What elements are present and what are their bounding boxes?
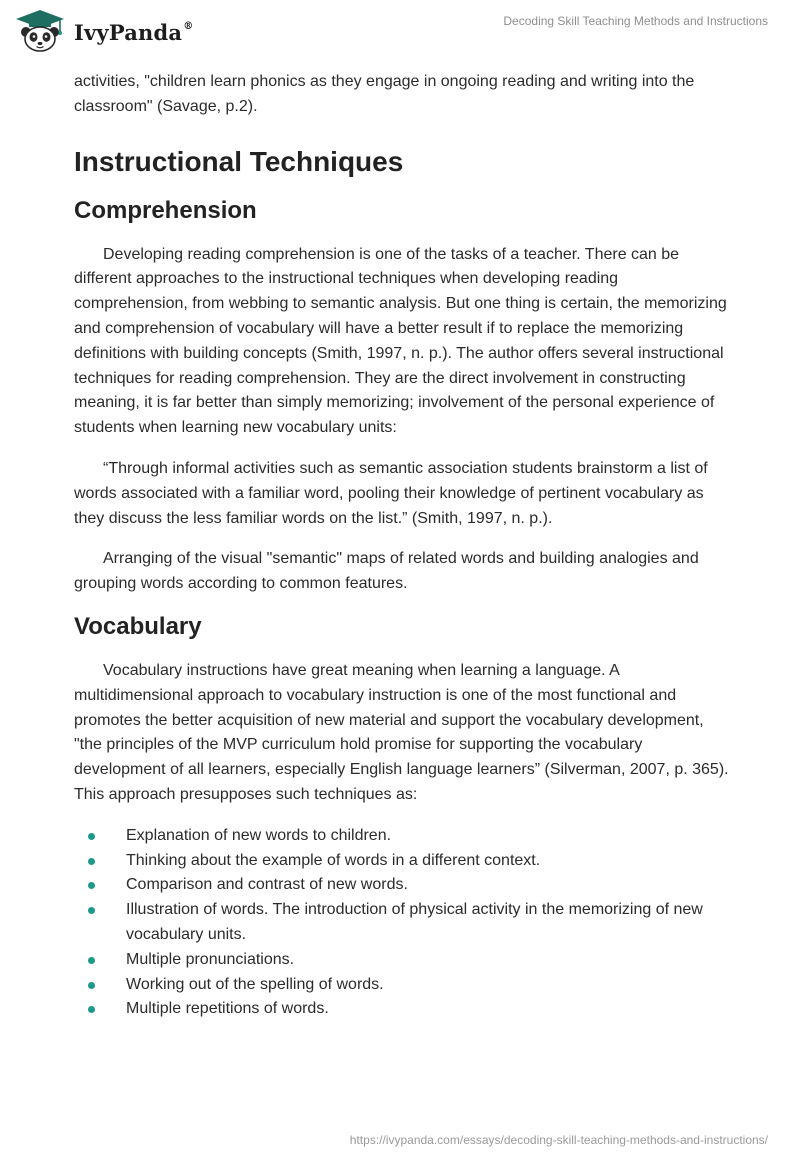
logo-link[interactable]	[14, 8, 193, 52]
list-item: Explanation of new words to children.	[74, 824, 734, 849]
panda-graduate-logo-icon	[14, 8, 66, 52]
site-header	[0, 0, 800, 62]
source-url-link[interactable]: https://ivypanda.com/essays/decoding-skill-teaching-methods-and-instructions/	[349, 1133, 768, 1147]
intro-paragraph: activities, "children learn phonics as they engage in ongoing reading and writing into the classroom" (Savage, p.2).	[74, 73, 695, 115]
bullet-dot-icon	[88, 1006, 95, 1013]
list-item: Thinking about the example of words in a different context.	[74, 849, 734, 874]
section-heading-instructional-techniques: Instructional Techniques	[74, 145, 404, 177]
bullet-dot-icon	[88, 907, 95, 914]
comprehension-quote-paragraph: “Through informal activities such as semantic association students brainstorm a list of words associated with a familiar word, pooling their knowledge of pertinent vocabulary as they discuss the less familiar words on the list.” (Smith, 1997, n. p.).	[74, 459, 708, 527]
list-item: Comparison and contrast of new words.	[74, 873, 734, 898]
registered-mark: ®	[183, 20, 194, 32]
bullet-dot-icon	[88, 982, 95, 989]
bullet-dot-icon	[88, 882, 95, 889]
document-title: Decoding Skill Teaching Methods and Instructions	[503, 14, 768, 28]
bullet-dot-icon	[88, 957, 95, 964]
brand-name: IvyPanda®	[74, 19, 194, 45]
vocabulary-paragraph: Vocabulary instructions have great meaning when learning a language. A multidimensional approach to vocabulary instruction is one of the most functional and promotes the better acquisition of new material and support the vocabulary development, "the principles of the MVP curriculum hold promise for supporting the vocabulary development of all learners, especially English language learners” (Silverman, 2007, p. 365). This approach presupposes such techniques as:	[74, 661, 729, 803]
bullet-dot-icon	[88, 833, 95, 840]
subheading-vocabulary: Vocabulary	[74, 612, 202, 640]
comprehension-paragraph-1: Developing reading comprehension is one of the tasks of a teacher. There can be different approaches to the instructional techniques when developing reading comprehension, from webbing to semantic analysis. But one thing is certain, the memorizing and comprehension of vocabulary will have a better result if to replace the memorizing definitions with building concepts (Smith, 1997, n. p.). The author offers several instructional techniques for reading comprehension. They are the direct involvement in constructing meaning, it is far better than simply memorizing; involvement of the personal experience of students when learning new vocabulary units:	[74, 245, 727, 437]
comprehension-paragraph-3: Arranging of the visual "semantic" maps of related words and building analogies and grouping words according to common features.	[74, 550, 699, 593]
subheading-comprehension: Comprehension	[74, 196, 257, 224]
essay-content	[74, 70, 734, 1022]
vocabulary-technique-list	[74, 824, 734, 1022]
list-item: Multiple repetitions of words.	[74, 997, 734, 1022]
bullet-dot-icon	[88, 858, 95, 865]
list-item: Working out of the spelling of words.	[74, 973, 734, 998]
list-item: Multiple pronunciations.	[74, 948, 734, 973]
list-item: Illustration of words. The introduction of physical activity in the memorizing of new vocabulary units.	[74, 898, 734, 948]
